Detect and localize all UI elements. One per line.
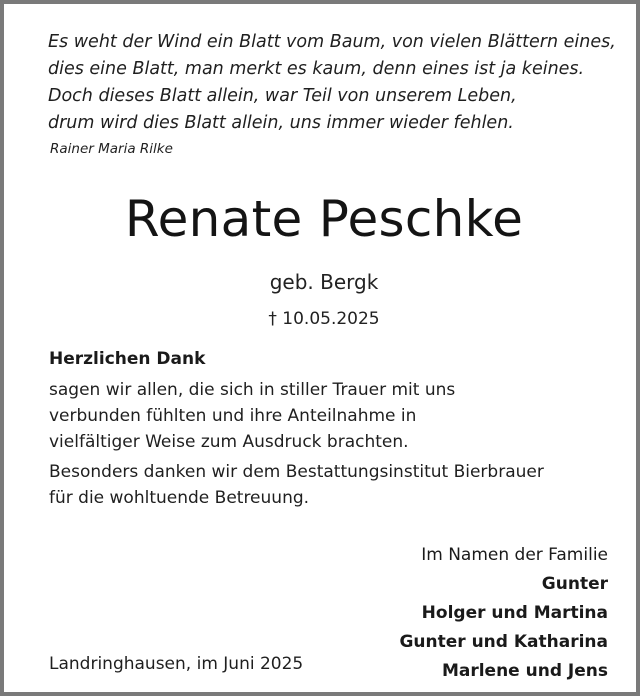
family-signature bbox=[399, 541, 608, 686]
poem-line: dies eine Blatt, man merkt es kaum, denn eines ist ja keines. bbox=[48, 59, 585, 79]
poem-line: Doch dieses Blatt allein, war Teil von unserem Leben, bbox=[48, 86, 517, 106]
deceased-name: Renate Peschke bbox=[124, 190, 524, 248]
place-date: Landringhausen, im Juni 2025 bbox=[49, 654, 304, 674]
poem bbox=[48, 29, 616, 137]
thanks-line: vielfältiger Weise zum Ausdruck brachten. bbox=[49, 432, 409, 452]
poem-line: drum wird dies Blatt allein, uns immer wieder fehlen. bbox=[48, 113, 514, 133]
family-member: Marlene und Jens bbox=[441, 661, 608, 681]
family-member: Gunter bbox=[541, 574, 608, 594]
family-intro: Im Namen der Familie bbox=[421, 545, 608, 565]
thanks-line: verbunden fühlten und ihre Anteilnahme in bbox=[49, 406, 417, 426]
birth-name: geb. Bergk bbox=[269, 270, 379, 294]
poem-line: Es weht der Wind ein Blatt vom Baum, von vielen Blättern eines, bbox=[48, 32, 616, 52]
thanks-line: für die wohltuende Betreuung. bbox=[49, 488, 310, 508]
poem-author: Rainer Maria Rilke bbox=[50, 141, 173, 157]
thanks-heading: Herzlichen Dank bbox=[49, 349, 206, 369]
family-member: Holger und Martina bbox=[421, 603, 608, 623]
thanks-line: Besonders danken wir dem Bestattungsinstitut Bierbrauer bbox=[49, 462, 544, 482]
thanks-text bbox=[49, 377, 544, 511]
death-date: † 10.05.2025 bbox=[268, 309, 380, 329]
family-member: Gunter und Katharina bbox=[399, 632, 608, 652]
thanks-line: sagen wir allen, die sich in stiller Trauer mit uns bbox=[49, 380, 456, 400]
